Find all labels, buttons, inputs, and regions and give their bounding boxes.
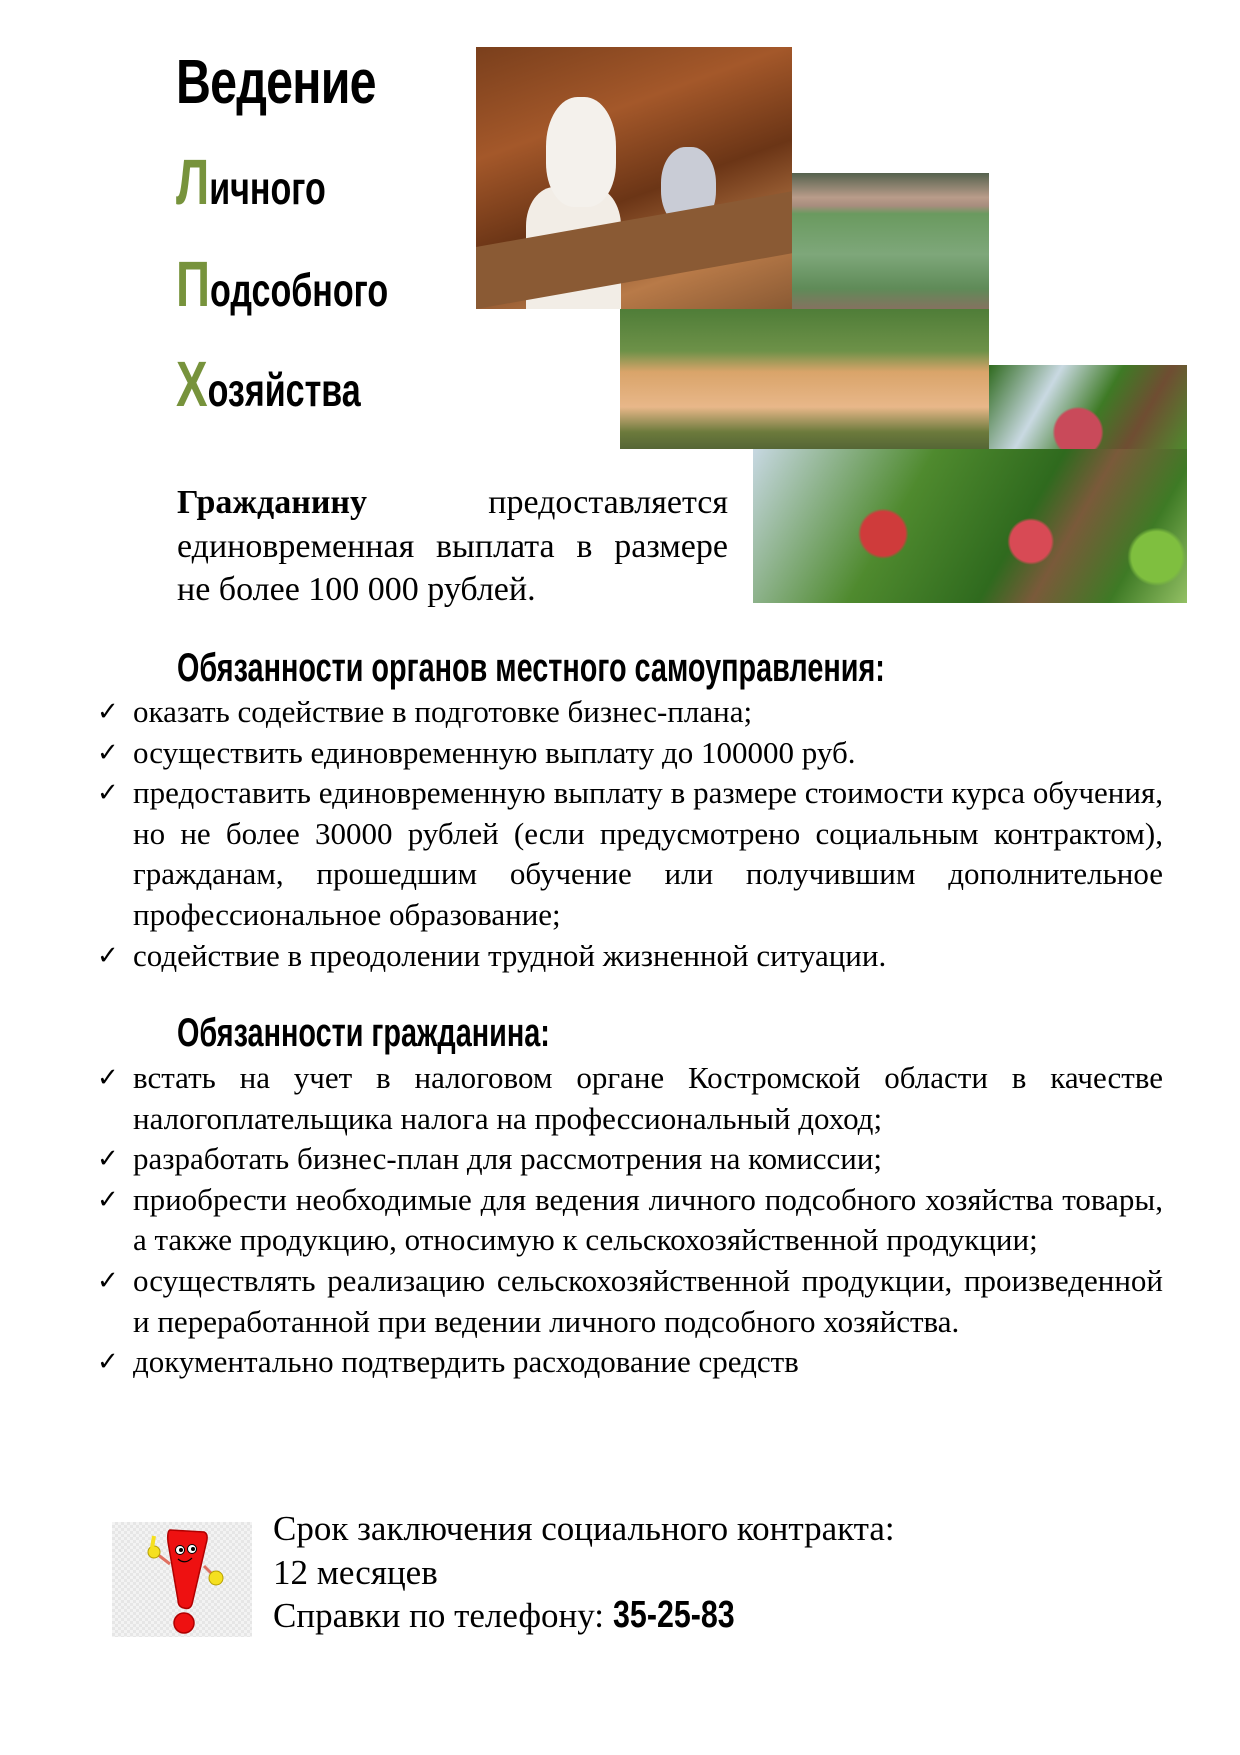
list-item-text: осуществлять реализацию сельскохозяйственной продукции, произведенной и переработанной при ведении личного подсобного хозяйства.: [133, 1262, 1163, 1339]
goat-photo: [476, 47, 792, 309]
intro-bold: Гражданину: [177, 484, 368, 521]
cabbage-field-photo: [792, 173, 989, 309]
checkmark-icon: ✓: [97, 737, 119, 768]
list-item: [97, 1058, 1163, 1139]
checkmark-icon: ✓: [97, 1144, 119, 1175]
intro-paragraph: [177, 481, 728, 612]
apple-tree-photo-top: [989, 365, 1187, 449]
list-item: [97, 1180, 1163, 1261]
list-item: [97, 936, 1163, 977]
title-rest-hozyaystva: озяйства: [207, 364, 361, 416]
intro-text: предоставляется единовременная выплата в размере не более 100 000 рублей.: [177, 484, 728, 608]
phone-label: Справки по телефону:: [273, 1596, 613, 1635]
section-heading-local-authorities: Обязанности органов местного самоуправления:: [177, 646, 885, 690]
pumpkins-photo: [620, 309, 989, 449]
title-initial-l: Л: [176, 146, 210, 218]
list-item: [97, 733, 1163, 774]
list-item-text: предоставить единовременную выплату в размере стоимости курса обучения, но не более 30000 рублей (если предусмотрено социальным контрактом), гражданам, прошедшим обучение или получившим дополнительное профессиональное образование;: [133, 775, 1163, 932]
title-rest-podsobnogo: одсобного: [210, 264, 389, 316]
title-line-hozyaystva: [176, 348, 361, 420]
list-item: [97, 1139, 1163, 1180]
list-item-text: документально подтвердить расходование средств: [133, 1344, 799, 1380]
section-heading-citizen: Обязанности гражданина:: [177, 1011, 550, 1055]
phone-number[interactable]: 35-25-83: [612, 1594, 735, 1636]
title-rest-lichnogo: ичного: [209, 162, 326, 214]
list-item-text: осуществить единовременную выплату до 100000 руб.: [133, 734, 856, 770]
list-item-text: приобрести необходимые для ведения личного подсобного хозяйства товары, а также продукцию, относимую к сельскохозяйственной продукции;: [133, 1181, 1163, 1258]
contract-term-label: Срок заключения социального контракта:: [273, 1509, 895, 1548]
checkmark-icon: ✓: [97, 1347, 119, 1378]
local-authorities-duties-list: [97, 692, 1163, 976]
list-item: [97, 692, 1163, 733]
checkmark-icon: ✓: [97, 697, 119, 727]
contract-term-value: 12 месяцев: [273, 1552, 438, 1592]
checkmark-icon: ✓: [97, 1265, 119, 1296]
goat-head-shape: [546, 97, 616, 207]
citizen-duties-list: [97, 1058, 1163, 1383]
phone-line: [273, 1594, 895, 1638]
list-item: [97, 1261, 1163, 1342]
list-item-text: содействие в преодолении трудной жизненной ситуации.: [133, 937, 887, 973]
checkmark-icon: ✓: [97, 1184, 119, 1215]
title-line-vedenie: Ведение: [176, 48, 376, 117]
list-item: [97, 1342, 1163, 1383]
title-line-podsobnogo: [176, 248, 389, 320]
list-item-text: встать на учет в налоговом органе Костромской области в качестве налогоплательщика налога на профессиональный доход;: [133, 1060, 1163, 1136]
list-item-text: разработать бизнес-план для рассмотрения на комиссии;: [133, 1141, 883, 1177]
list-item-text: оказать содействие в подготовке бизнес-плана;: [133, 694, 753, 729]
title-initial-h: Х: [176, 348, 208, 420]
checkmark-icon: ✓: [97, 1063, 119, 1093]
checkmark-icon: ✓: [97, 778, 119, 809]
title-line-lichnogo: [176, 146, 326, 218]
checkmark-icon: ✓: [97, 940, 119, 971]
exclamation-mascot-svg: [112, 1522, 252, 1637]
title-initial-p: П: [176, 248, 211, 320]
exclamation-mascot-icon: [112, 1522, 252, 1637]
apple-tree-photo: [753, 449, 1187, 603]
fence-shape: [476, 191, 792, 309]
list-item: [97, 773, 1163, 935]
contract-info: [273, 1507, 895, 1638]
